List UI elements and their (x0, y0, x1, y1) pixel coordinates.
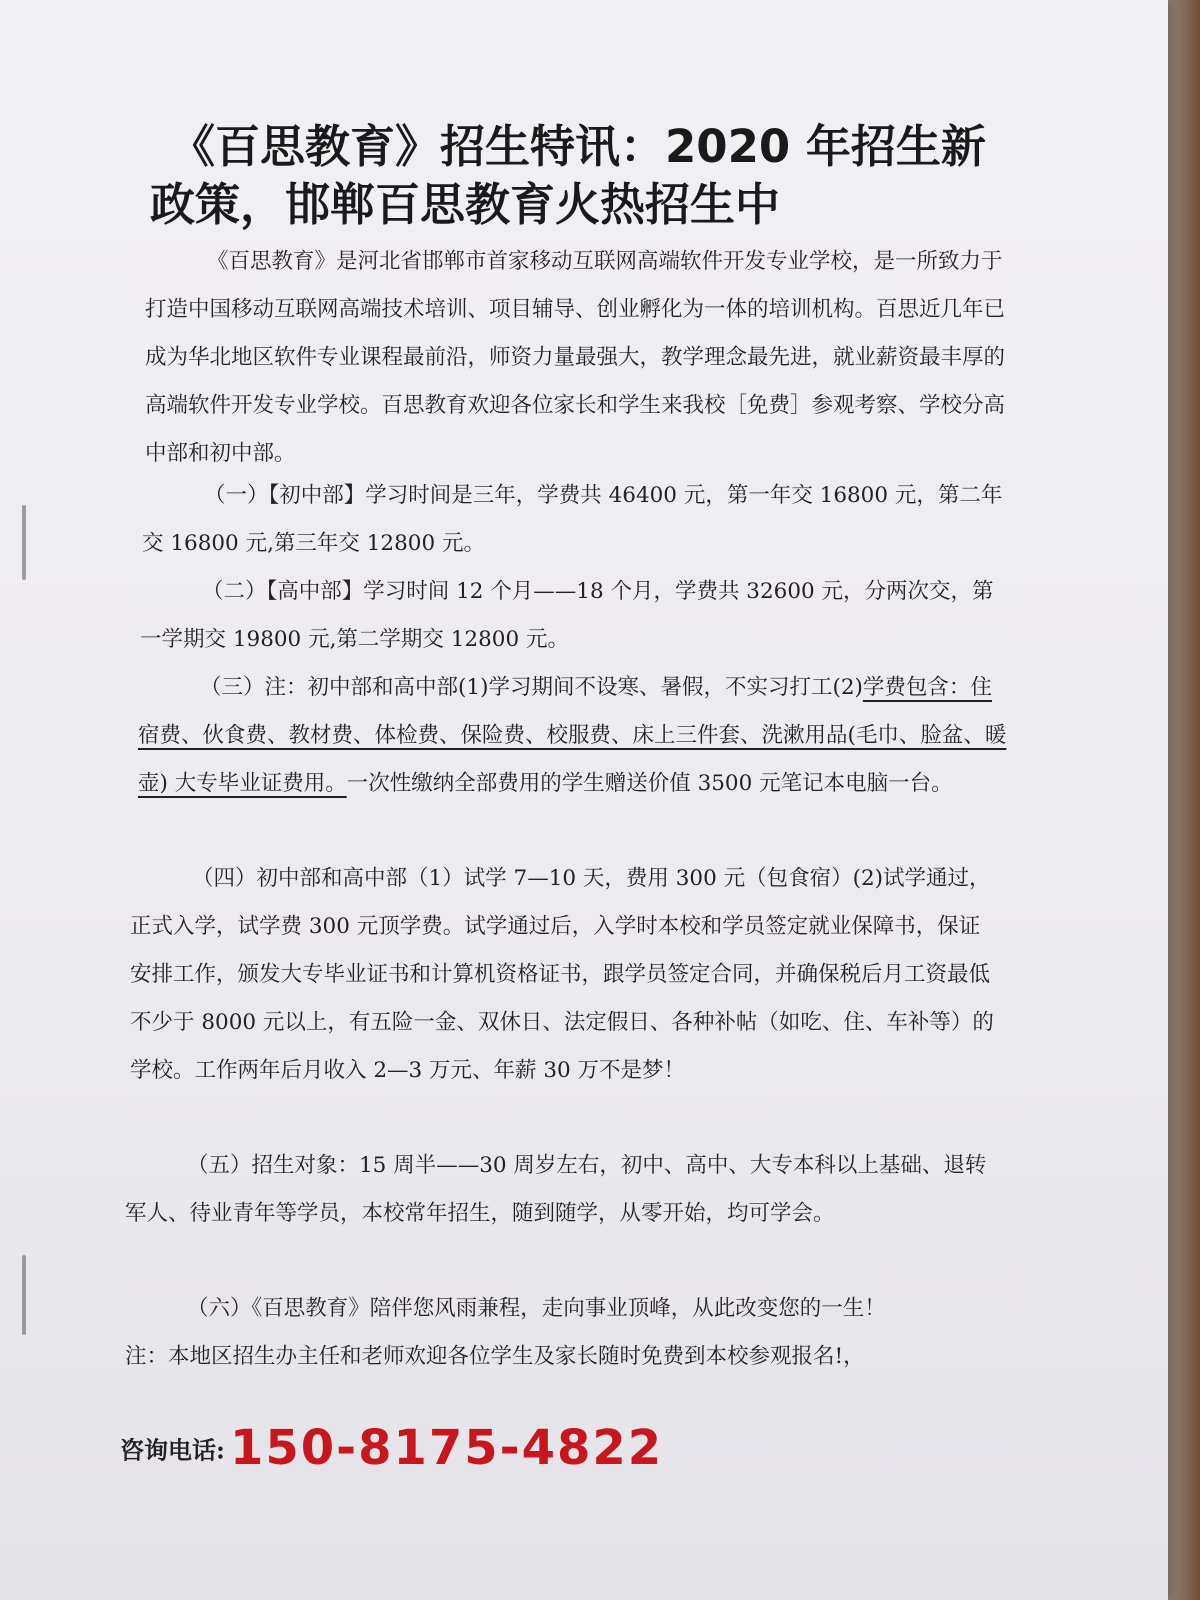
closing-note: 注：本地区招生办主任和老师欢迎各位学生及家长随时免费到本校参观报名!， (125, 1344, 865, 1369)
section-notes-text-a: （三）注：初中部和高中部(1)学习期间不设寒、暑假，不实习打工(2) (200, 675, 863, 700)
section-target-text: （五）招生对象：15 周半——30 周岁左右，初中、高中、大专本科以上基础、退转军人、待业青年等学员，本校常年招生，随到随学，从零开始，均可学会。 (125, 1153, 987, 1226)
contact-label: 咨询电话: (120, 1435, 225, 1465)
staple-mark (22, 1255, 26, 1335)
section-notes-text-c: 一次性缴纳全部费用的学生赠送价值 3500 元笔记本电脑一台。 (346, 771, 953, 796)
section-target (125, 1142, 995, 1238)
document-title (150, 118, 1020, 234)
contact-line (120, 1420, 663, 1476)
section-closing (125, 1285, 995, 1381)
fee-inclusions-underlined: 学费包含：住宿费、伙食费、教材费、体检费、保险费、校服费、床上三件套、洗漱用品(毛巾、脸盆、暖壶) 大专毕业证费用。 (138, 675, 1007, 796)
title-line-1: 《百思教育》招生特讯：2020 年招生新 (170, 120, 986, 173)
section-junior (142, 472, 1012, 568)
contact-phone[interactable]: 150-8175-4822 (229, 1420, 664, 1476)
section-trial (130, 855, 1000, 1095)
section-senior-text: （二）【高中部】学习时间 12 个月——18 个月，学费共 32600 元，分两次交，第一学期交 19800 元,第二学期交 12800 元。 (140, 579, 994, 652)
staple-mark (22, 505, 26, 580)
section-notes (138, 664, 1008, 808)
intro-text: 《百思教育》是河北省邯郸市首家移动互联网高端软件开发专业学校，是一所致力于打造中国移动互联网高端技术培训、项目辅导、创业孵化为一体的培训机构。百思近几年已成为华北地区软件专业课程最前沿，师资力量最强大，教学理念最先进，就业薪资最丰厚的高端软件开发专业学校。百思教育欢迎各位家长和学生来我校［免费］参观考察、学校分高中部和初中部。 (145, 249, 1006, 466)
section-senior (140, 568, 1010, 664)
intro-paragraph (145, 238, 1013, 478)
section-junior-text: （一）【初中部】学习时间是三年，学费共 46400 元，第一年交 16800 元，第二年交 16800 元,第三年交 12800 元。 (142, 483, 1003, 556)
section-trial-text: （四）初中部和高中部（1）试学 7—10 天，费用 300 元（包食宿）(2)试学通过，正式入学，试学费 300 元顶学费。试学通过后，入学时本校和学员签定就业保障书，保证安排工作，颁发大专毕业证书和计算机资格证书，跟学员签定合同，并确保税后月工资最低不少于 8000 元以上，有五险一金、双休日、法定假日、各种补帖（如吃、住、车补等）的学校。工作两年后月收入 2—3 万元、年薪 30 万不是梦！ (130, 866, 994, 1083)
section-closing-text: （六）《百思教育》陪伴您风雨兼程，走向事业顶峰，从此改变您的一生！ (187, 1296, 886, 1321)
title-line-2: 政策，邯郸百思教育火热招生中 (150, 178, 781, 231)
